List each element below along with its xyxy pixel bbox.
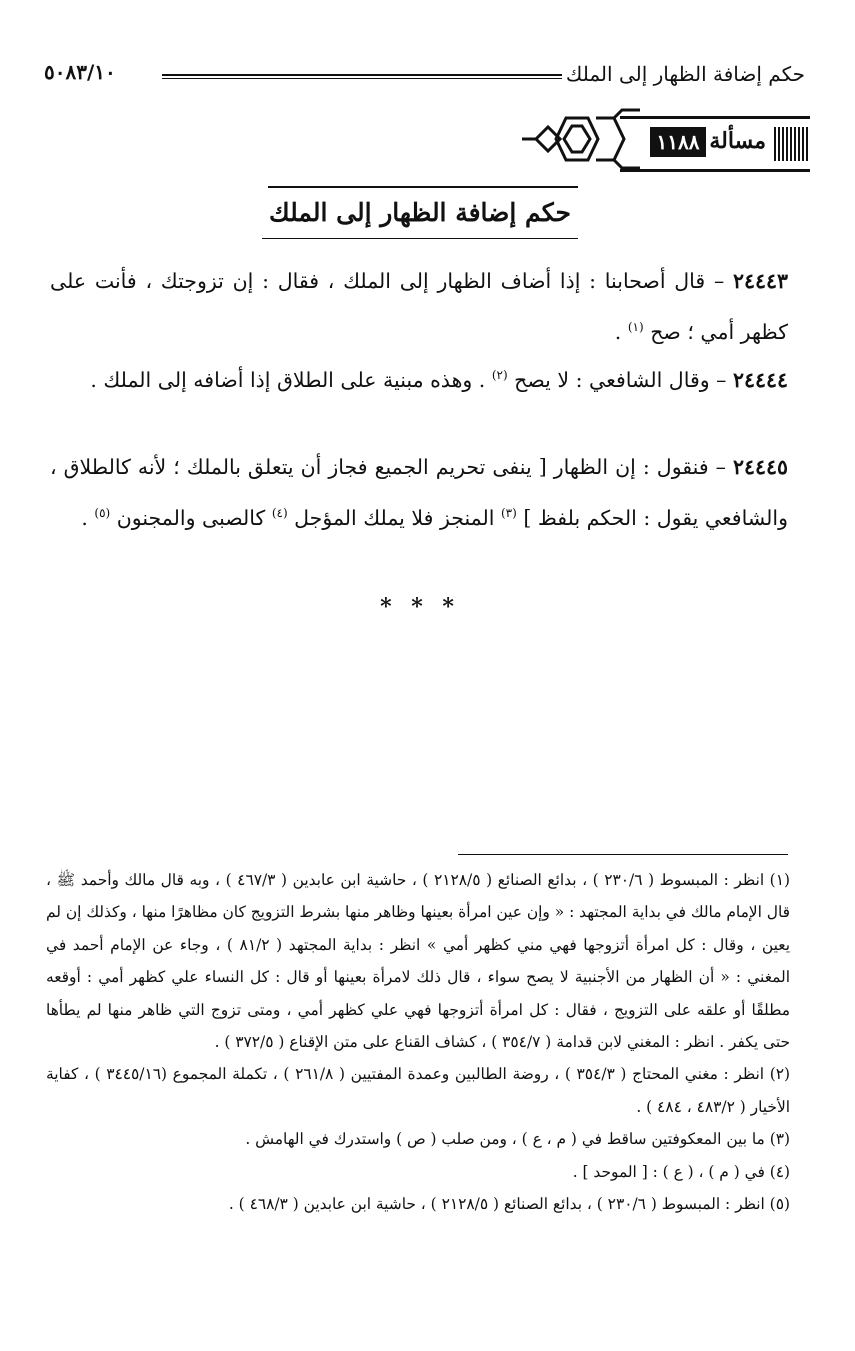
paragraph-number: ٢٤٤٤٥ — [732, 455, 788, 479]
paragraph-text: كالصبى والمجنون — [110, 505, 272, 530]
paragraph-24444 — [50, 352, 788, 403]
banner-stripes-ornament — [774, 127, 810, 161]
section-end-stars: * * * — [380, 594, 460, 620]
running-title: حكم إضافة الظهار إلى الملك — [565, 62, 805, 86]
title-rule-top — [268, 186, 578, 188]
paragraph-text: . — [81, 505, 95, 530]
footnote-3: (٣) ما بين المعكوفتين ساقط في ( م ، ع ) ، ومن صلب ( ص ) واستدرك في الهامش . — [245, 1130, 790, 1149]
footnote-ref[interactable]: (١) — [627, 320, 644, 334]
paragraph-number: ٢٤٤٤٣ — [732, 269, 788, 293]
paragraph-text: . وهذه مبنية على الطلاق إذا أضافه إلى الملك . — [90, 367, 492, 392]
paragraph-text: المنجز فلا يملك المؤجل — [287, 505, 501, 530]
footnote-2: (٢) انظر : مغني المحتاج ( ٣٥٤/٣ ) ، روضة الطالبين وعمدة المفتيين ( ٢٦١/٨ ) ، تكملة المجموع (٣٤٤٥/١٦ ) ، كفاية الأخيار ( ٤٨٣/٢ ، ٤٨٤ ) . — [46, 1065, 790, 1116]
footnote-ref[interactable]: (٤) — [271, 506, 288, 520]
footnotes — [46, 864, 790, 1220]
page-reference: ٥٠٨٣/١٠ — [44, 60, 116, 84]
header-rule — [162, 74, 562, 79]
footnote-ref[interactable]: (٢) — [491, 368, 508, 382]
footnote-ref[interactable]: (٣) — [500, 506, 517, 520]
paragraph-text: – قال أصحابنا : إذا أضاف الظهار إلى الملك ، فقال : إن تزوجتك ، فأنت على كظهر أمي ؛ صح — [50, 269, 788, 344]
paragraph-24443 — [50, 258, 788, 355]
masala-banner — [620, 116, 810, 172]
masala-label: مسألة — [709, 128, 766, 154]
geometric-ornament-icon — [522, 106, 642, 172]
footnote-5: (٥) انظر : المبسوط ( ٢٣٠/٦ ) ، بدائع الصنائع ( ٢١٢٨/٥ ) ، حاشية ابن عابدين ( ٤٦٨/٣ ) . — [228, 1195, 790, 1214]
title-rule-bottom — [262, 238, 578, 239]
footnote-4: (٤) في ( م ) ، ( ع ) : [ الموحد ] . — [572, 1162, 790, 1181]
paragraph-24445 — [50, 444, 788, 541]
footnote-1: (١) انظر : المبسوط ( ٢٣٠/٦ ) ، بدائع الصنائع ( ٢١٢٨/٥ ) ، حاشية ابن عابدين ( ٤٦٧/٣ ) ، وبه قال مالك وأحمد ﷺ ، قال الإمام مالك في بداية المجتهد : « وإن عين امرأة بعينها وظاهر منها بشرط التزويج كان مظاهرًا منها ، وكذلك إن لم يعين ، وقال : كل امرأة أتزوجها فهي مني كظهر أمي » انظر : بداية المجتهد ( ٨١/٢ ) ، وجاء عن الإمام أحمد في المغني : « أن الظهار من الأجنبية لا يصح سواء ، قال ذلك لامرأة بعينها أو قال : كل النساء علي كظهر أمي : أوقعه مطلقًا أو علقه على التزويج ، فقال : كل امرأة أتزوجها فهي علي كظهر أمي ، ومتى تزوج التي ظاهر منها لم يطأها حتى يكفر . انظر : المغني لابن قدامة ( ٣٥٤/٧ ) ، كشاف القناع على متن الإقناع ( ٣٧٢/٥ ) . — [46, 871, 790, 1052]
chapter-title: حكم إضافة الظهار إلى الملك — [269, 198, 571, 227]
paragraph-text: – وقال الشافعي : لا يصح — [507, 367, 733, 392]
paragraph-number: ٢٤٤٤٤ — [732, 367, 788, 392]
footnote-separator — [458, 854, 788, 855]
masala-number: ١١٨٨ — [650, 127, 706, 157]
footnote-ref[interactable]: (٥) — [94, 506, 111, 520]
paragraph-text: – فنقول : إن الظهار [ ينفى تحريم الجميع فجاز أن يتعلق بالملك ؛ لأنه كالطلاق ، والشافعي يقول : الحكم بلفظ ] — [50, 455, 788, 530]
paragraph-text: . — [614, 319, 628, 344]
